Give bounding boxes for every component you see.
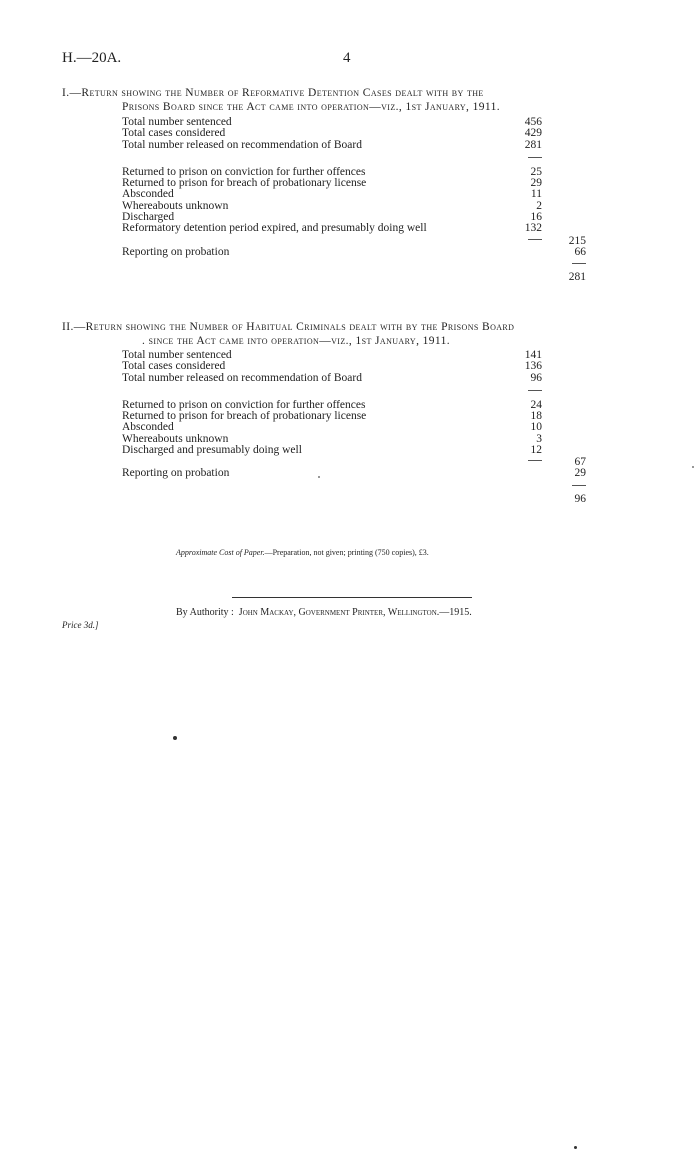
row-label: Total number released on recommendation of Board: [122, 138, 362, 151]
rule-dash: [528, 460, 542, 461]
row-label: Whereabouts unknown: [122, 432, 229, 445]
price-note: Price 3d.]: [62, 620, 99, 630]
section1-title-line1: I.—Return showing the Number of Reformative Detention Cases dealt with by the: [62, 87, 484, 99]
row-value: 24: [530, 398, 542, 411]
section-gap: [122, 384, 592, 400]
rule-dash: [528, 157, 542, 158]
row-label: Total cases considered: [122, 360, 226, 373]
row-value: 456: [524, 116, 542, 128]
row-label: Total number sentenced: [122, 349, 232, 361]
section2-table: [122, 350, 592, 504]
probation-value: 66: [574, 245, 586, 258]
probation-row: [122, 468, 592, 479]
speck: [173, 736, 177, 740]
total-rule: [122, 258, 592, 268]
row-value: 136: [524, 360, 542, 373]
footer-divider: [232, 597, 472, 598]
speck: [574, 1146, 577, 1149]
table-row: [122, 128, 592, 139]
section1-title-line2: Prisons Board since the Act came into operation—viz., 1st January, 1911.: [122, 101, 501, 113]
grand-total-value: 281: [568, 270, 586, 283]
cost-label: Approximate Cost of Paper.: [176, 548, 265, 557]
table-row: [122, 445, 592, 456]
page-number: 4: [343, 50, 351, 66]
section2-title-line1: II.—Return showing the Number of Habitual Criminals dealt with by the Prisons Board: [62, 321, 515, 333]
row-value: 12: [530, 444, 542, 457]
row-label: Returned to prison on conviction for further offences: [122, 398, 366, 411]
grand-total-value: 96: [574, 492, 586, 505]
table-row: [122, 373, 592, 384]
row-label: Total number sentenced: [122, 116, 232, 128]
row-value: 3: [536, 432, 542, 445]
row-value: 2: [536, 199, 542, 212]
row-value: 96: [530, 371, 542, 384]
authority-name: John Mackay, Government Printer, Wellington.—1915.: [238, 607, 472, 618]
row-label: Reformatory detention period expired, and presumably doing well: [122, 222, 427, 235]
row-label: Total number released on recommendation of Board: [122, 371, 362, 384]
table-row: [122, 223, 592, 234]
row-label: Reporting on probation: [122, 467, 230, 480]
authority-prefix: By Authority :: [176, 607, 234, 618]
row-value: 29: [530, 177, 542, 190]
row-label: Reporting on probation: [122, 245, 230, 258]
row-label: Returned to prison for breach of probationary license: [122, 410, 367, 423]
row-value: 132: [524, 222, 542, 235]
rule-dash: [528, 390, 542, 391]
table-row: [122, 140, 592, 151]
probation-row: [122, 247, 592, 258]
section-gap: [122, 151, 592, 167]
speck: [318, 476, 320, 478]
row-value: 429: [524, 127, 542, 140]
row-value: 141: [524, 349, 542, 361]
total-rule: [122, 480, 592, 490]
table-row: [122, 201, 592, 212]
row-value: 11: [530, 188, 542, 201]
rule-dash: [528, 239, 542, 240]
subtotal-value: 67: [574, 456, 586, 469]
row-value: 10: [530, 421, 542, 434]
row-label: Discharged and presumably doing well: [122, 444, 302, 457]
subtotal-row: [122, 235, 592, 247]
probation-value: 29: [574, 467, 586, 480]
table-row: [122, 361, 592, 372]
row-label: Total cases considered: [122, 127, 226, 140]
subtotal-value: 215: [568, 234, 586, 247]
table-row: [122, 411, 592, 422]
row-value: 281: [524, 138, 542, 151]
row-value: 16: [530, 211, 542, 224]
table-row: [122, 178, 592, 189]
section1-title: [62, 86, 642, 114]
row-value: 25: [530, 165, 542, 178]
page-reference: H.—20A.: [62, 50, 122, 66]
cost-note: [176, 548, 429, 557]
section1-table: [122, 117, 592, 282]
row-label: Returned to prison on conviction for further offences: [122, 165, 366, 178]
speck: [692, 466, 694, 468]
grand-total-row: [122, 268, 592, 282]
authority-line: [176, 607, 472, 618]
row-label: Whereabouts unknown: [122, 199, 229, 212]
cost-text: —Preparation, not given; printing (750 copies), £3.: [264, 548, 429, 557]
row-label: Absconded: [122, 421, 174, 434]
row-value: 18: [530, 410, 542, 423]
row-label: Returned to prison for breach of probationary license: [122, 177, 367, 190]
row-label: Discharged: [122, 211, 175, 224]
rule-dash: [572, 263, 586, 264]
section2-title: [62, 320, 642, 348]
grand-total-row: [122, 490, 592, 504]
row-label: Absconded: [122, 188, 174, 201]
rule-dash: [572, 485, 586, 486]
section2-title-line2: . since the Act came into operation—viz., 1st January, 1911.: [142, 335, 451, 347]
